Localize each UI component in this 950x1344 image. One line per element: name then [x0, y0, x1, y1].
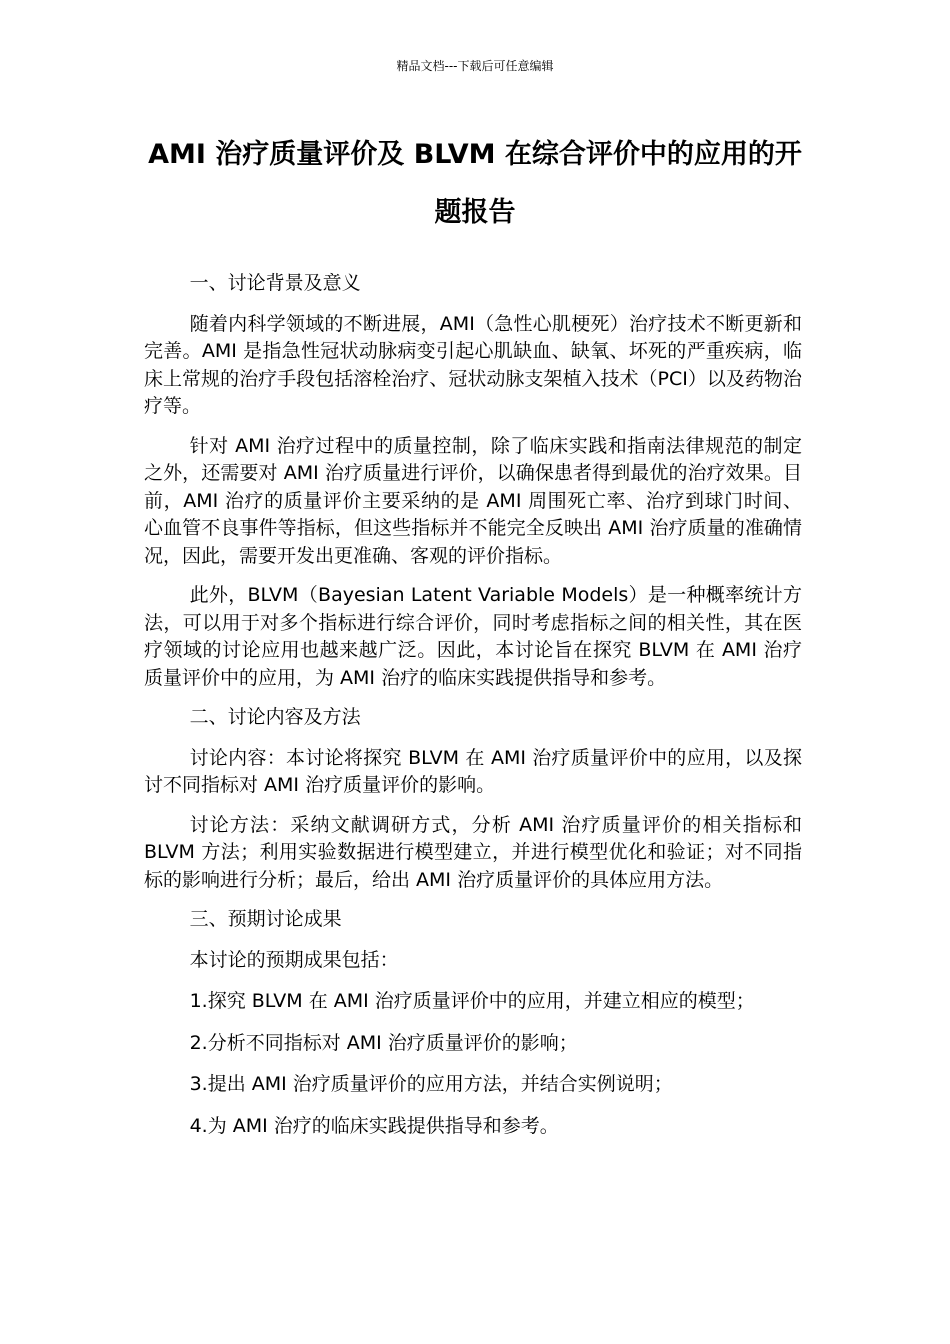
paragraph: 针对 AMI 治疗过程中的质量控制，除了临床实践和指南法律规范的制定之外，还需要对 AMI 治疗质量进行评价，以确保患者得到最优的治疗效果。目前，AMI 治疗的质量评价主要采纳的是 AMI 周围死亡率、治疗到球门时间、心血管不良事件等指标，但这些指标并不能完全反映出 AMI 治疗质量的准确情况，因此，需要开发出更准确、客观的评价指标。	[144, 434, 802, 567]
section-heading: 一、讨论背景及意义	[189, 272, 361, 294]
list-item: 3.提出 AMI 治疗质量评价的应用方法，并结合实例说明；	[189, 1073, 673, 1095]
paragraph: 本讨论的预期成果包括：	[189, 948, 399, 971]
document-body	[144, 270, 802, 1154]
paragraph: 此外，BLVM（Bayesian Latent Variable Models）是一种概率统计方法，可以用于对多个指标进行综合评价，同时考虑指标之间的相关性，其在医疗领域的讨论应用也越来越广泛。因此，本讨论旨在探究 BLVM 在 AMI 治疗质量评价中的应用，为 AMI 治疗的临床实践提供指导和参考。	[144, 584, 802, 689]
paragraph: 随着内科学领域的不断进展，AMI（急性心肌梗死）治疗技术不断更新和完善。AMI 是指急性冠状动脉病变引起心肌缺血、缺氧、坏死的严重疾病，临床上常规的治疗手段包括溶栓治疗、冠状动脉支架植入技术（PCI）以及药物治疗等。	[144, 312, 802, 417]
header-note: 精品文档---下载后可任意编辑	[396, 59, 554, 73]
document-title: AMI 治疗质量评价及 BLVM 在综合评价中的应用的开题报告	[148, 139, 802, 228]
list-item: 4.为 AMI 治疗的临床实践提供指导和参考。	[189, 1114, 559, 1137]
paragraph: 讨论内容：本讨论将探究 BLVM 在 AMI 治疗质量评价中的应用，以及探讨不同指标对 AMI 治疗质量评价的影响。	[144, 746, 802, 796]
section-heading: 二、讨论内容及方法	[189, 706, 361, 728]
paragraph: 讨论方法：采纳文献调研方式，分析 AMI 治疗质量评价的相关指标和 BLVM 方法；利用实验数据进行模型建立，并进行模型优化和验证；对不同指标的影响进行分析；最后，给出 AMI 治疗质量评价的具体应用方法。	[144, 813, 802, 891]
section-heading: 三、预期讨论成果	[189, 908, 342, 930]
list-item: 2.分析不同指标对 AMI 治疗质量评价的影响；	[189, 1031, 578, 1054]
list-item: 1.探究 BLVM 在 AMI 治疗质量评价中的应用，并建立相应的模型；	[189, 990, 755, 1012]
